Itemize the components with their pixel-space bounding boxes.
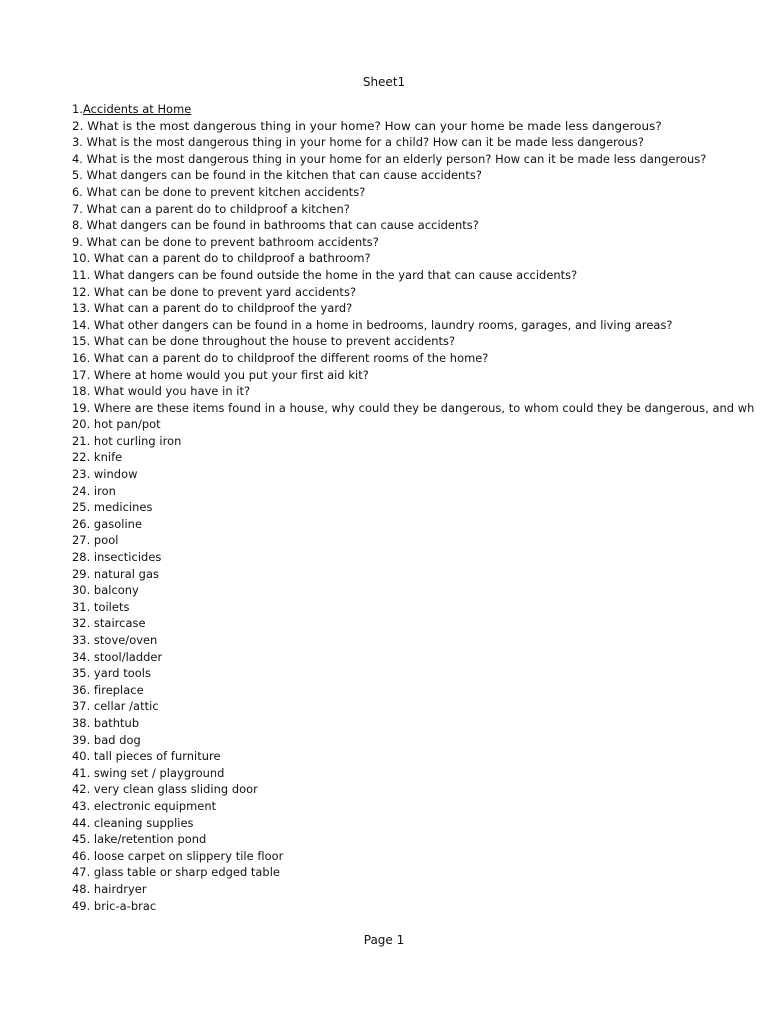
list-item: 16. What can a parent do to childproof the different rooms of the home?	[72, 350, 489, 365]
list-item: 6. What can be done to prevent kitchen accidents?	[72, 184, 366, 199]
list-item: 35. yard tools	[72, 666, 151, 681]
heading-row	[72, 101, 768, 118]
list-item: 13. What can a parent do to childproof the yard?	[72, 301, 353, 316]
list-item: 15. What can be done throughout the house to prevent accidents?	[72, 334, 456, 349]
list-item: 9. What can be done to prevent bathroom accidents?	[72, 234, 379, 249]
list-item: 47. glass table or sharp edged table	[72, 865, 280, 880]
list-item: 38. bathtub	[72, 715, 140, 730]
list-item: 46. loose carpet on slippery tile floor	[72, 848, 284, 863]
page-number: Page 1	[363, 933, 405, 947]
sheet-title: Sheet1	[362, 75, 406, 89]
list-item: 40. tall pieces of furniture	[72, 749, 221, 764]
list-item: 29. natural gas	[72, 566, 159, 581]
list-item: 18. What would you have in it?	[72, 384, 251, 399]
list-item: 24. iron	[72, 483, 116, 498]
list-item: 37. cellar /attic	[72, 699, 159, 714]
list-item: 45. lake/retention pond	[72, 832, 207, 847]
list-item: 5. What dangers can be found in the kitchen that can cause accidents?	[72, 168, 482, 183]
list-item: 7. What can a parent do to childproof a kitchen?	[72, 201, 350, 216]
list-item: 42. very clean glass sliding door	[72, 782, 258, 797]
list-item: 8. What dangers can be found in bathrooms that can cause accidents?	[72, 218, 479, 233]
list-item: 22. knife	[72, 450, 123, 465]
list-item: 49. bric-a-brac	[72, 898, 157, 913]
list-item: 2. What is the most dangerous thing in your home? How can your home be made less dangerous?	[72, 118, 662, 133]
list-item: 27. pool	[72, 533, 119, 548]
list-item: 4. What is the most dangerous thing in your home for an elderly person? How can it be made less dangerous?	[72, 151, 707, 166]
list-item: 20. hot pan/pot	[72, 417, 161, 432]
list-item: 33. stove/oven	[72, 633, 158, 647]
list-item: 3. What is the most dangerous thing in your home for a child? How can it be made less dangerous?	[72, 135, 644, 150]
list-item: 43. electronic equipment	[72, 798, 217, 813]
list-item: 14. What other dangers can be found in a home in bedrooms, laundry rooms, garages, and living areas?	[72, 317, 673, 332]
list-item: 17. Where at home would you put your first aid kit?	[72, 367, 369, 382]
list-item: 26. gasoline	[72, 516, 143, 531]
list-item: 34. stool/ladder	[72, 649, 163, 664]
list-item: 44. cleaning supplies	[72, 815, 194, 830]
list-item: 39. bad dog	[72, 732, 141, 747]
heading-number: 1.	[72, 102, 83, 116]
list-item: 11. What dangers can be found outside the home in the yard that can cause accidents?	[72, 267, 578, 282]
list-item: 25. medicines	[72, 500, 153, 515]
list-item: 28. insecticides	[72, 550, 162, 565]
list-item: 48. hairdryer	[72, 881, 147, 896]
list-item: 21. hot curling iron	[72, 433, 182, 448]
list-item: 19. Where are these items found in a house, why could they be dangerous, to whom could they be dangerous, and wh	[72, 400, 755, 415]
list-item: 10. What can a parent do to childproof a bathroom?	[72, 251, 371, 266]
list-item: 32. staircase	[72, 616, 146, 631]
list-item: 36. fireplace	[72, 682, 144, 697]
list-item: 23. window	[72, 467, 138, 482]
list-item: 41. swing set / playground	[72, 765, 225, 780]
list-item: 31. toilets	[72, 599, 130, 614]
question-list	[72, 101, 768, 914]
list-item: 12. What can be done to prevent yard accidents?	[72, 284, 357, 299]
list-item: 30. balcony	[72, 583, 139, 598]
heading-label: Accidents at Home	[82, 102, 192, 116]
